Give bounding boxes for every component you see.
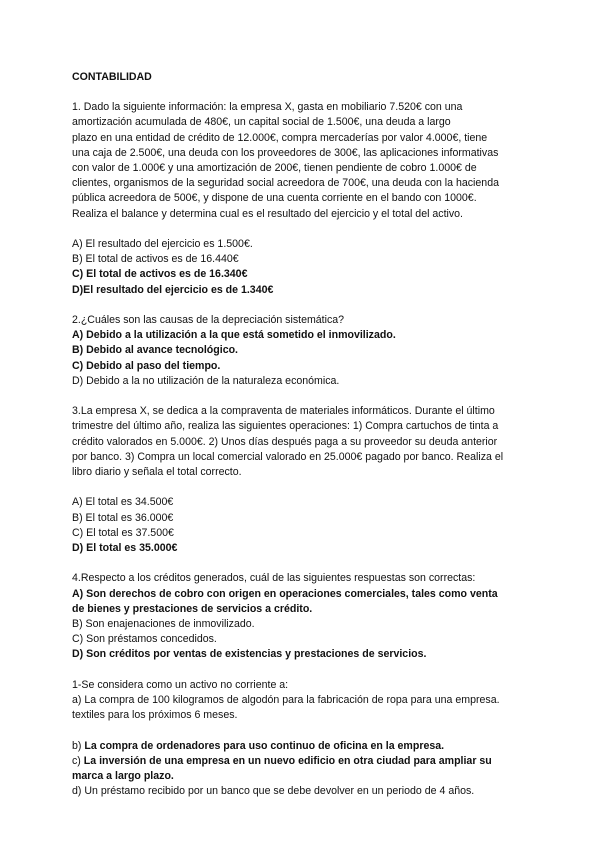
question-1-line: Realiza el balance y determina cual es el resultado del ejercicio y el total del activo. [72,207,464,220]
question-1-line: clientes, organismos de la seguridad social acreedora de 700€, una deuda con la hacienda [72,177,499,190]
option-b-text: La compra de ordenadores para uso continuo de oficina en la empresa. [84,739,445,752]
question-1-option-d: D)El resultado del ejercicio es de 1.340€ [72,283,274,296]
document-title: CONTABILIDAD [72,71,152,83]
question-3-line: crédito valorados en 5.000€. 2) Unos días después paga a su proveedor su deuda anterior [72,435,498,448]
question-3-line: libro diario y señala el total correcto. [72,466,242,479]
question-1-line: plazo en una entidad de crédito de 12.000€, compra mercaderías por valor 4.000€, tiene [72,131,488,144]
question-4-option-a-line: A) Son derechos de cobro con origen en operaciones comerciales, tales como venta [72,587,498,600]
question-1-option-b: B) El total de activos es de 16.440€ [72,253,239,266]
question-5-option-b [72,739,532,754]
question-3-line: trimestre del último año, realiza las siguientes operaciones: 1) Compra cartuchos de tinta a [72,420,499,433]
question-1-option-c: C) El total de activos es de 16.340€ [72,268,248,281]
question-5-option-a-line: textiles para los próximos 6 meses. [72,709,238,722]
question-1-line: con valor de 1.000€ y una amortización de 200€, tienen pendiente de cobro 1.000€ de [72,162,477,175]
question-5 [72,678,532,800]
question-3-line: por banco. 3) Compra un local comercial valorado en 25.000€ pagado por banco. Realiza el [72,450,504,463]
question-5-option-d: d) Un préstamo recibido por un banco que se debe devolver en un periodo de 4 años. [72,785,475,798]
question-4 [72,571,532,662]
question-1-line: pública acreedora de 500€, y dispone de una cuenta corriente en el bando con 1000€. [72,192,477,205]
question-1 [72,100,532,298]
question-3-option-d: D) El total es 35.000€ [72,542,178,555]
question-3-option-c: C) El total es 37.500€ [72,526,174,539]
question-3-option-a: A) El total es 34.500€ [72,496,174,509]
document [72,70,532,799]
option-b-prefix: b) [72,739,85,752]
question-2-option-d: D) Debido a la no utilización de la naturaleza económica. [72,374,340,387]
question-2-option-a: A) Debido a la utilización a la que está sometido el inmovilizado. [72,329,396,342]
question-2-option-c: C) Debido al paso del tiempo. [72,359,221,372]
question-3 [72,404,532,556]
question-4-text: 4.Respecto a los créditos generados, cuál de las siguientes respuestas son correctas: [72,572,476,585]
question-5-option-a-line: a) La compra de 100 kilogramos de algodón para la fabricación de ropa para una empresa. [72,694,500,707]
question-1-line: amortización acumulada de 480€, un capital social de 1.500€, una deuda a largo [72,116,451,129]
question-5-text: 1-Se considera como un activo no corriente a: [72,678,289,691]
question-2-text: 2.¿Cuáles son las causas de la depreciación sistemática? [72,314,345,327]
question-4-option-a-line: de bienes y prestaciones de servicios a crédito. [72,602,313,615]
question-4-option-b: B) Son enajenaciones de inmovilizado. [72,618,255,631]
question-1-line: 1. Dado la siguiente información: la empresa X, gasta en mobiliario 7.520€ con una [72,101,463,114]
option-c-prefix: c) [72,754,84,767]
question-3-line: 3.La empresa X, se dedica a la compraventa de materiales informáticos. Durante el último [72,405,495,418]
question-2-option-b: B) Debido al avance tecnológico. [72,344,239,357]
option-c-text: La inversión de una empresa en un nuevo edificio en otra ciudad para ampliar su [83,754,492,767]
question-1-option-a: A) El resultado del ejercicio es 1.500€. [72,238,253,251]
question-5-option-c [72,754,532,769]
question-3-option-b: B) El total es 36.000€ [72,511,174,524]
question-2 [72,313,532,389]
question-1-line: una caja de 2.500€, una deuda con los proveedores de 300€, las aplicaciones informativas [72,146,499,159]
question-4-option-c: C) Son préstamos concedidos. [72,633,217,646]
question-5-option-c-line: marca a largo plazo. [72,770,174,783]
question-4-option-d: D) Son créditos por ventas de existencias y prestaciones de servicios. [72,648,427,661]
